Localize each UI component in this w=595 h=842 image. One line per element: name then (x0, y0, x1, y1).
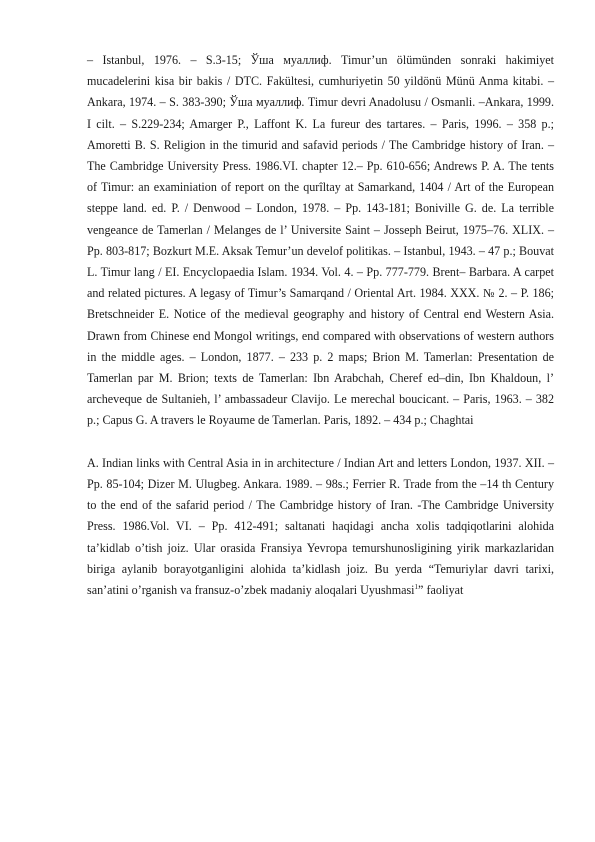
paragraph-gap (87, 432, 554, 453)
bibliography-paragraph: – Istanbul, 1976. – S.3-15; Ўша муаллиф. Timur’un ölümünden sonraki hakimiyet mucadelerini kisa bir bakis / DTC. Fakültesi, cumhuriyetin 50 yildönü Münü Anma kitabi. – Ankara, 1974. – S. 383-390; Ўша муаллиф. Timur devri Anadolusu / Osmanli. –Ankara, 1999. I cilt. – S.229-234; Amarger P., Laffont K. La fureur des tartares. – Paris, 1996. – 358 p.; Amoretti B. S. Religion in the timurid and safavid periods / The Cambridge history of Iran. –The Cambridge University Press. 1986.VI. chapter 12.– Pp. 610-656; Andrews P. A. The tents of Timur: an examiniation of report on the qurîltay at Samarkand, 1404 / Art of the European steppe land. ed. P. / Denwood – London, 1978. – Pp. 143-181; Boniville G. de. La terrible vengeance de Tamerlan / Melanges de l’ Universite Saint – Josseph Beirut, 1975–76. XLIX. – Pp. 803-817; Bozkurt M.E. Aksak Temur’un develof politikas. – Istanbul, 1943. – 47 p.; Bouvat L. Timur lang / EI. Encyclopaedia Islam. 1934. Vol. 4. – Pp. 777-779. Brent– Barbara. A carpet and related pictures. A legasy of Timur’s Samarqand / Oriental Art. 1984. XXX. № 2. – P. 186; Bretschneider E. Notice of the medieval geography and history of Central end Western Asia. Drawn from Chinese end Mongol writings, end compared with observations of western authors in the middle ages. – London, 1877. – 233 p. 2 maps; Brion M. Tamerlan: Presentation de Tamerlan par M. Brion; texts de Tamerlan: Ibn Arabchah, Cheref ed–din, Ibn Khaldoun, l’ archeveque de Sultanieh, l’ ambassadeur Clavijo. Le merechal boucicant. – Paris, 1963. – 382 p.; Capus G. A travers le Royaume de Tamerlan. Paris, 1892. – 434 p.; Chaghtai (87, 53, 554, 428)
footnote-reference[interactable]: 1 (414, 583, 419, 592)
body-paragraph (87, 453, 554, 601)
body-text: A. Indian links with Central Asia in in architecture / Indian Art and letters London, 1937. XII. – Pp. 85-104; Dizer M. Ulugbeg. Ankara. 1989. – 98s.; Ferrier R. Trade from the –14 th Century to the end of the safarid period / The Cambridge history of Iran. -The Cambridge University Press. 1986.Vol. VI. – Pp. 412-491; saltanati haqidagi ancha xolis tadqiqotlarini alohida ta’kidlab o’tish joiz. Ular orasida Fransiya Yevropa temurshunosligining yirik markazlaridan biriga aylanib borayotganligini alohida ta’kidlash joiz. Bu yerda “Temuriylar davri tarixi, san’atini o’rganish va fransuz-o’zbek madaniy aloqalari Uyushmasi (87, 455, 554, 598)
body-text-tail: ” faoliyat (418, 583, 464, 598)
document-page (87, 50, 554, 601)
